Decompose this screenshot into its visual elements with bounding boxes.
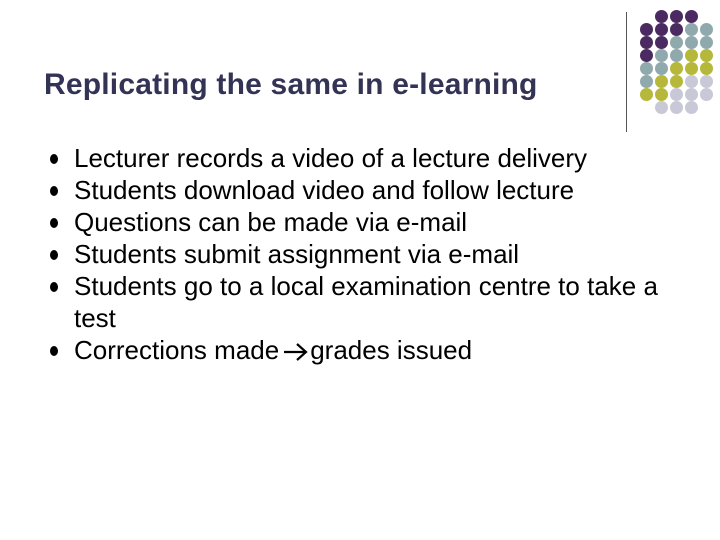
decorative-dot (685, 10, 698, 23)
decorative-dot (685, 101, 698, 114)
decorative-dot (685, 23, 698, 36)
decorative-dot (685, 75, 698, 88)
decorative-dot (640, 23, 653, 36)
bullet-text: Students download video and follow lecture (74, 175, 575, 205)
bullet-text: Students go to a local examination centre to take a test (74, 271, 658, 333)
decorative-dot (700, 23, 713, 36)
decorative-dot (700, 36, 713, 49)
decorative-dot (640, 62, 653, 75)
decorative-dot (655, 49, 668, 62)
decorative-dot (655, 62, 668, 75)
decorative-dot (670, 49, 683, 62)
bullet-item (44, 270, 684, 334)
decorative-dot (640, 36, 653, 49)
decorative-dot (655, 88, 668, 101)
bullet-item (44, 142, 684, 174)
bullet-item (44, 206, 684, 238)
decorative-dot (685, 49, 698, 62)
bullet-item (44, 238, 684, 270)
bullet-text: Students submit assignment via e-mail (74, 239, 520, 269)
slide-title: Replicating the same in e-learning (44, 68, 538, 101)
arrow-right-icon (283, 342, 309, 362)
decorative-dot (700, 49, 713, 62)
decorative-dot (655, 36, 668, 49)
vertical-divider (626, 12, 627, 132)
bullet-item (44, 334, 684, 366)
bullet-icon (50, 154, 58, 164)
decorative-dot (640, 49, 653, 62)
decorative-dot (655, 23, 668, 36)
decorative-dot (655, 75, 668, 88)
decorative-dot (670, 10, 683, 23)
decorative-dot (640, 88, 653, 101)
decorative-dot (655, 101, 668, 114)
decorative-dot (670, 36, 683, 49)
decorative-dot (700, 62, 713, 75)
decorative-dot (685, 36, 698, 49)
bullet-icon (50, 346, 58, 356)
decorative-dot-grid (640, 10, 720, 120)
bullet-text: Questions can be made via e-mail (74, 207, 468, 237)
decorative-dot (655, 10, 668, 23)
bullet-text: Lecturer records a video of a lecture delivery (74, 143, 588, 173)
decorative-dot (685, 88, 698, 101)
bullet-list (44, 142, 684, 366)
decorative-dot (670, 23, 683, 36)
bullet-item (44, 174, 684, 206)
decorative-dot (670, 75, 683, 88)
decorative-dot (670, 101, 683, 114)
bullet-text-before-arrow: Corrections made (74, 335, 280, 365)
decorative-dot (670, 62, 683, 75)
decorative-dot (670, 88, 683, 101)
bullet-icon (50, 282, 58, 292)
bullet-icon (50, 218, 58, 228)
decorative-dot (640, 75, 653, 88)
decorative-dot (700, 75, 713, 88)
bullet-text-after-arrow: grades issued (310, 335, 473, 365)
decorative-dot (700, 88, 713, 101)
bullet-icon (50, 250, 58, 260)
decorative-dot (685, 62, 698, 75)
bullet-icon (50, 186, 58, 196)
